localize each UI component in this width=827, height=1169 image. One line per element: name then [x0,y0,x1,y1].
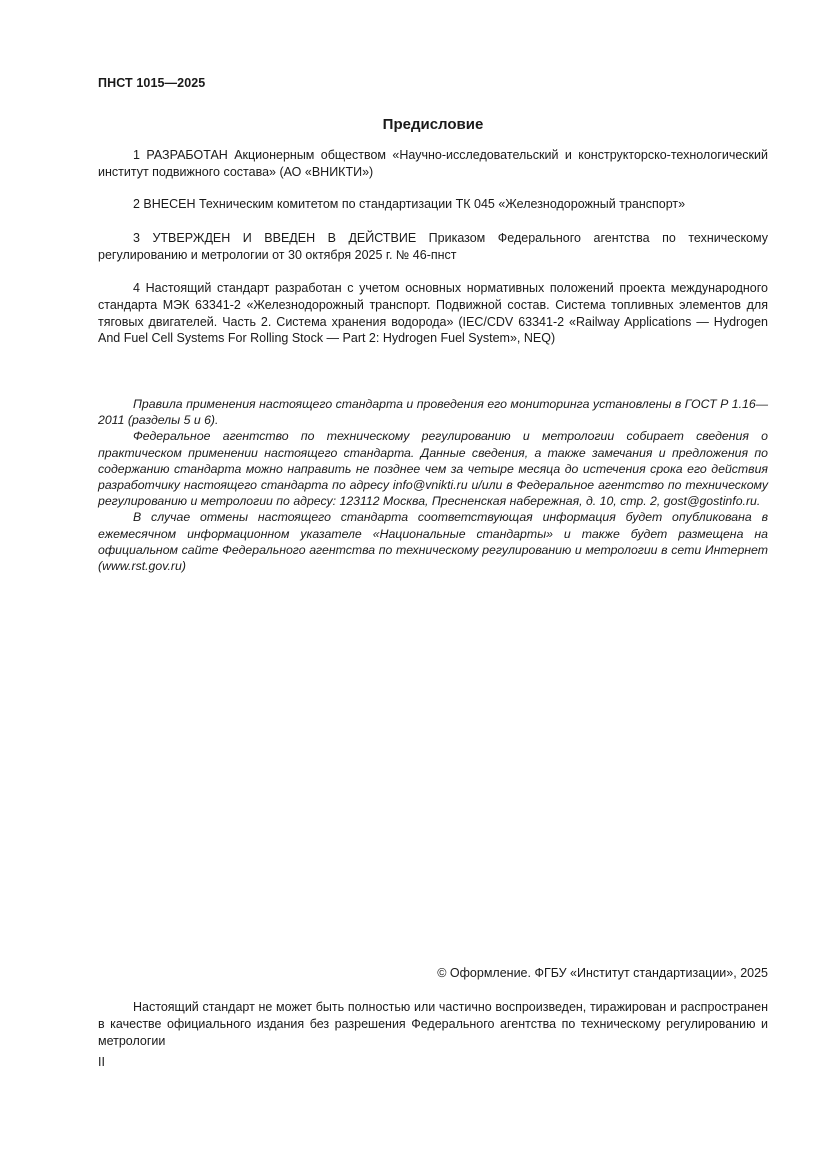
preface-item-1: 1 РАЗРАБОТАН Акционерным обществом «Научно-исследовательский и конструкторско-технологический институт подвижного состава» (АО «ВНИКТИ») [98,148,768,179]
note-feedback: Федеральное агентство по техническому регулированию и метрологии собирает сведения о практическом применении настоящего стандарта. Данные сведения, а также замечания и предложения по содержанию стандарта можно направить не позднее чем за четыре месяца до истечения срока его действия разработчику настоящего стандарта по адресу info@vnikti.ru и/или в Федеральное агентство по техническому регулированию и метрологии по адресу: 123112 Москва, Пресненская набережная, д. 10, стр. 2, gost@gostinfo.ru. [98,429,768,509]
preface-item-3: 3 УТВЕРЖДЕН И ВВЕДЕН В ДЕЙСТВИЕ Приказом Федерального агентства по техническому регулированию и метрологии от 30 октября 2025 г. № 46-пнст [98,231,768,262]
preface-title: Предисловие [382,116,484,133]
page-number: II [98,1055,105,1069]
document-code: ПНСТ 1015—2025 [98,76,206,90]
reproduction-notice: Настоящий стандарт не может быть полностью или частично воспроизведен, тиражирован и распространен в качестве официального издания без разрешения Федерального агентства по техническому регулированию и метрологии [98,1000,768,1048]
note-monitoring: Правила применения настоящего стандарта и проведения его мониторинга установлены в ГОСТ Р 1.16—2011 (разделы 5 и 6). [98,397,768,428]
preface-item-4: 4 Настоящий стандарт разработан с учетом основных нормативных положений проекта международного стандарта МЭК 63341-2 «Железнодорожный транспорт. Подвижной состав. Система топливных элементов для тяговых двигателей. Часть 2. Система хранения водорода» (IEC/CDV 63341-2 «Railway Applications — Hydrogen And Fuel Cell Systems For Rolling Stock — Part 2: Hydrogen Fuel System», NEQ) [98,281,768,346]
preface-item-2: 2 ВНЕСЕН Техническим комитетом по стандартизации ТК 045 «Железнодорожный транспорт» [133,197,686,211]
application-notes [98,396,768,574]
note-cancellation: В случае отмены настоящего стандарта соответствующая информация будет опубликована в ежемесячном информационном указателе «Национальные стандарты» и также будет размещена на официальном сайте Федерального агентства по техническому регулированию и метрологии в сети Интернет (www.rst.gov.ru) [98,510,768,574]
copyright-line: © Оформление. ФГБУ «Институт стандартизации», 2025 [437,966,768,980]
